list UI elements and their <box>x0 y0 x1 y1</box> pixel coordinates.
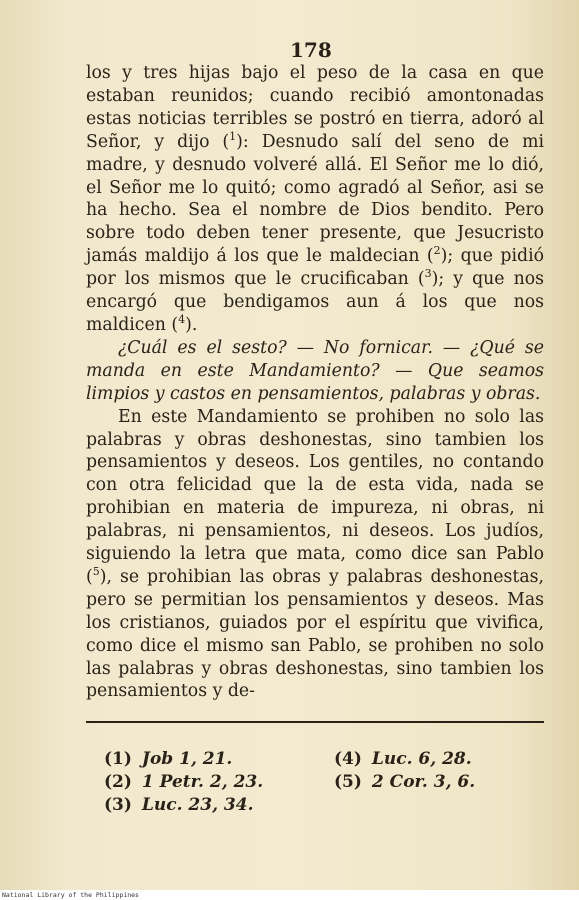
paragraph <box>86 337 544 406</box>
text-run: ): Desnudo salí del seno de mi madre, y desnudo volveré allá. El Señor me lo dió, el Señor me lo quitó; como agradó al Señor, asi se ha hecho. Sea el nombre de Dios bendito. Pero sobre todo deben tener presente, que Jesucristo jamás maldijo á los que le maldecian ( <box>86 131 544 267</box>
paragraph <box>86 406 544 704</box>
text-run: En este Mandamiento se prohiben no solo las palabras y obras deshonestas, sino tambien los pensamientos y deseos. Los gentiles, no contando con otra felicidad que la de esta vida, nada se prohibian en materia de impureza, ni obras, ni palabras, ni pensamientos, ni deseos. Los judíos, siguiendo la letra que mata, como dice san Pablo ( <box>86 406 544 587</box>
footnote-citation: 2 Cor. 3, 6. <box>371 772 476 792</box>
footnote-reference[interactable]: 5 <box>92 565 100 579</box>
text-run: ), se prohibian las obras y palabras deshonestas, pero se permitian los pensamientos y deseos. Mas los cristianos, guiados por el espíritu que vivifica, como dice el mismo san Pablo, se prohiben no solo las palabras y obras deshonestas, sino tambien los pensamientos y de- <box>86 566 544 702</box>
paragraph <box>86 62 544 337</box>
footnote-mark: (3) <box>104 795 132 815</box>
footnote-mark: (2) <box>104 772 132 792</box>
footnote-mark: (4) <box>334 749 362 769</box>
text-run: ). <box>185 314 198 335</box>
footnote-rule <box>86 721 544 723</box>
text-run: los y tres hijas bajo el peso de la casa en que estaban reunidos; cuando recibió amontonadas estas noticias terribles se postró en tierra, adoró al Señor, y dijo ( <box>86 63 544 152</box>
footnotes-right-column <box>334 748 475 794</box>
library-credit: National Library of the Philippines <box>0 890 579 900</box>
footnote-citation: Luc. 23, 34. <box>141 795 254 815</box>
footnote-reference[interactable]: 2 <box>433 244 441 258</box>
text-run: ¿Cuál es el sesto? — No fornicar. — ¿Qué se manda en este Mandamiento? — Que seamos limpios y castos en pensamientos, palabras y obras. <box>86 337 544 404</box>
footnote-citation: Luc. 6, 28. <box>371 749 472 769</box>
body-text <box>86 62 544 703</box>
footnote-reference[interactable]: 4 <box>178 313 186 327</box>
footnote-mark: (5) <box>334 772 362 792</box>
text-run: ); que pidió por los mismos que le crucificaban ( <box>86 246 544 290</box>
footnote <box>104 748 263 771</box>
footnote <box>334 748 475 771</box>
footnote <box>104 794 263 817</box>
footnote <box>104 771 263 794</box>
footnote <box>334 771 475 794</box>
text-run: ); y que nos encargó que bendigamos aun á los que nos maldicen ( <box>86 269 544 335</box>
page-number: 178 <box>290 38 332 62</box>
footnote-citation: 1 Petr. 2, 23. <box>141 772 264 792</box>
footnote-citation: Job 1, 21. <box>141 749 233 769</box>
footnote-mark: (1) <box>104 749 132 769</box>
footnotes-left-column <box>104 748 263 817</box>
footnote-reference[interactable]: 1 <box>229 129 237 143</box>
footnote-reference[interactable]: 3 <box>424 267 432 281</box>
